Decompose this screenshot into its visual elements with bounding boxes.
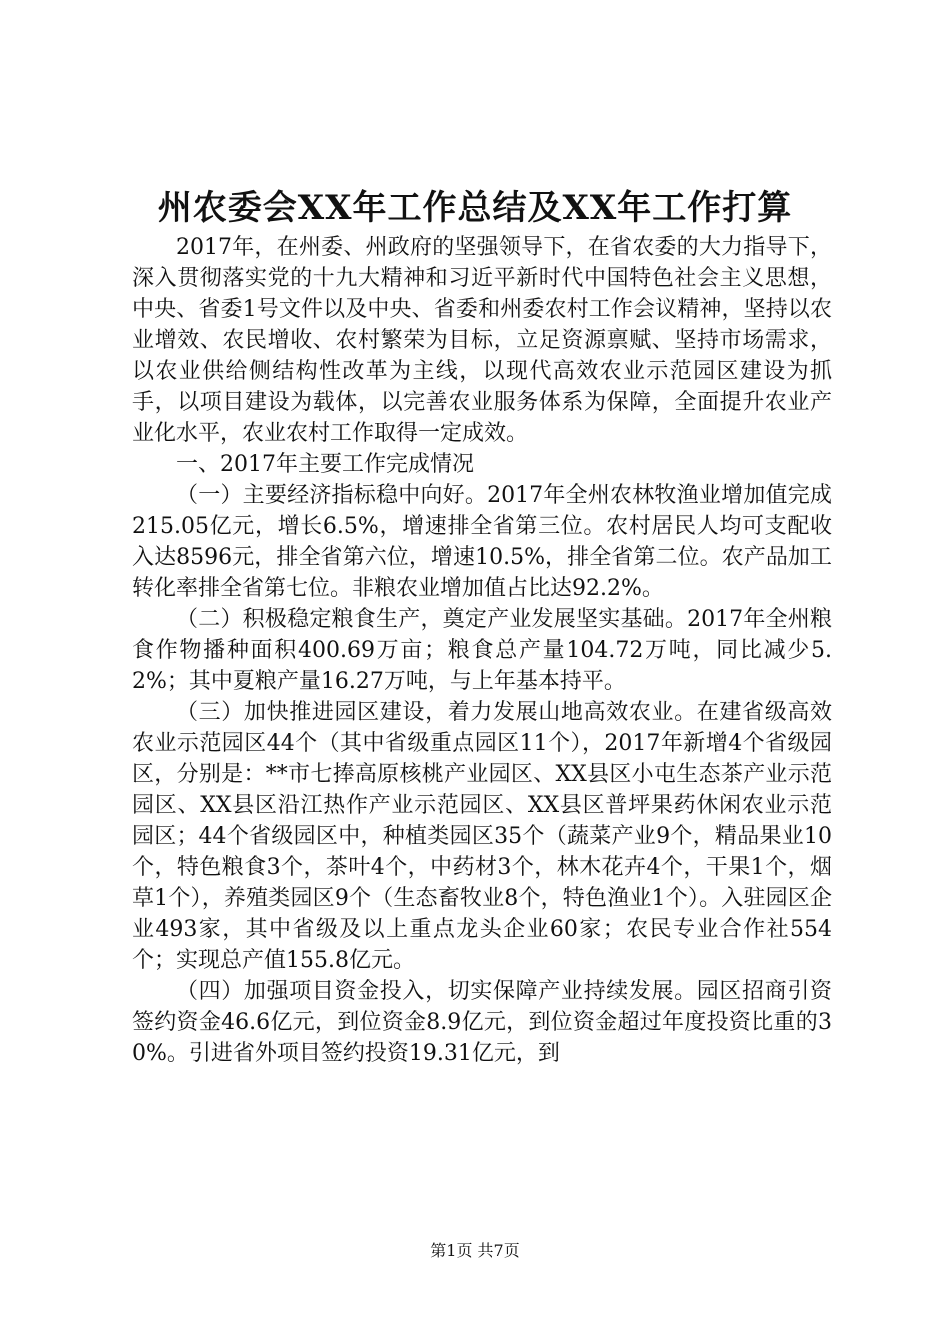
document-body [132,232,832,1069]
paragraph-park-construction: （三）加快推进园区建设，着力发展山地高效农业。在建省级高效农业示范园区44个（其中省级重点园区11个），2017年新增4个省级园区，分别是：**市七捧高原核桃产业园区、XX县区小屯生态茶产业示范园区、XX县区沿江热作产业示范园区、XX县区普坪果药休闲农业示范园区；44个省级园区中，种植类园区35个（蔬菜产业9个，精品果业10个，特色粮食3个，茶叶4个，中药材3个，林木花卉4个，干果1个，烟草1个），养殖类园区9个（生态畜牧业8个，特色渔业1个）。入驻园区企业493家，其中省级及以上重点龙头企业60家；农民专业合作社554个；实现总产值155.8亿元。 [132,700,832,973]
paragraph-economic-indicators: （一）主要经济指标稳中向好。2017年全州农林牧渔业增加值完成215.05亿元，增长6.5%，增速排全省第三位。农村居民人均可支配收入达8596元，排全省第六位，增速10.5%，排全省第二位。农产品加工转化率排全省第七位。非粮农业增加值占比达92.2%。 [132,483,832,601]
page-footer: 第1页 共7页 [430,1241,520,1260]
section-heading: 一、2017年主要工作完成情况 [176,452,474,477]
document-title: 州农委会XX年工作总结及XX年工作打算 [157,188,793,228]
paragraph-grain-production: （二）积极稳定粮食生产，奠定产业发展坚实基础。2017年全州粮食作物播种面积400.69万亩；粮食总产量104.72万吨，同比减少5.2%；其中夏粮产量16.27万吨，与上年基本持平。 [132,607,832,694]
paragraph-project-investment: （四）加强项目资金投入，切实保障产业持续发展。园区招商引资签约资金46.6亿元，到位资金8.9亿元，到位资金超过年度投资比重的30%。引进省外项目签约投资19.31亿元，到 [132,979,832,1066]
intro-paragraph: 2017年，在州委、州政府的坚强领导下，在省农委的大力指导下，深入贯彻落实党的十九大精神和习近平新时代中国特色社会主义思想，中央、省委1号文件以及中央、省委和州委农村工作会议精神，坚持以农业增效、农民增收、农村繁荣为目标，立足资源禀赋、坚持市场需求，以农业供给侧结构性改革为主线，以现代高效农业示范园区建设为抓手，以项目建设为载体，以完善农业服务体系为保障，全面提升农业产业化水平，农业农村工作取得一定成效。 [132,235,832,446]
